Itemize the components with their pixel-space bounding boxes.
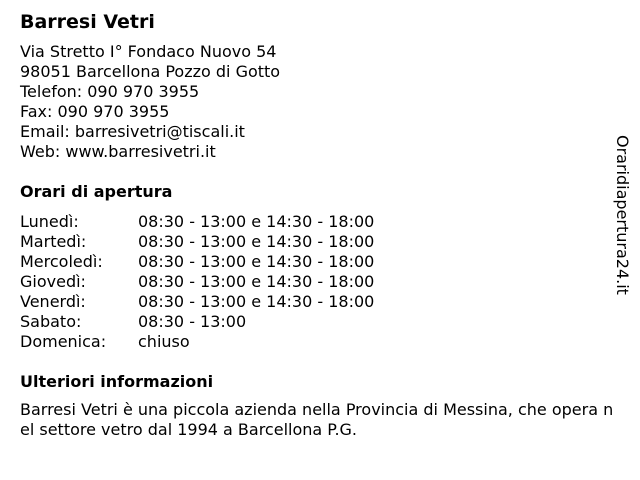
day-label: Sabato: (20, 312, 82, 331)
hours-row-monday (20, 212, 620, 232)
day-label: Martedì: (20, 232, 87, 251)
day-times: 08:30 - 13:00 (138, 312, 247, 331)
opening-hours-heading: Orari di apertura (20, 182, 173, 201)
day-times: 08:30 - 13:00 e 14:30 - 18:00 (138, 232, 375, 251)
address-line-1: Via Stretto I° Fondaco Nuovo 54 (20, 42, 277, 61)
fax-line: Fax: 090 970 3955 (20, 102, 170, 121)
day-label: Lunedì: (20, 212, 79, 231)
hours-row-friday (20, 292, 620, 312)
web-line: Web: www.barresivetri.it (20, 142, 216, 161)
day-times: 08:30 - 13:00 e 14:30 - 18:00 (138, 252, 375, 271)
day-label: Domenica: (20, 332, 107, 351)
business-card (20, 10, 620, 440)
day-times: chiuso (138, 332, 190, 351)
hours-row-sunday (20, 332, 620, 352)
site-watermark: Oraridiapertura24.it (613, 135, 632, 295)
hours-row-thursday (20, 272, 620, 292)
hours-row-tuesday (20, 232, 620, 252)
additional-info-heading: Ulteriori informazioni (20, 372, 214, 391)
day-times: 08:30 - 13:00 e 14:30 - 18:00 (138, 292, 375, 311)
contact-block (20, 42, 620, 162)
hours-row-saturday (20, 312, 620, 332)
business-name: Barresi Vetri (20, 11, 155, 33)
email-line: Email: barresivetri@tiscali.it (20, 122, 245, 141)
day-times: 08:30 - 13:00 e 14:30 - 18:00 (138, 272, 375, 291)
day-label: Venerdì: (20, 292, 86, 311)
address-line-2: 98051 Barcellona Pozzo di Gotto (20, 62, 281, 81)
day-times: 08:30 - 13:00 e 14:30 - 18:00 (138, 212, 375, 231)
phone-line: Telefon: 090 970 3955 (20, 82, 200, 101)
day-label: Giovedì: (20, 272, 86, 291)
day-label: Mercoledì: (20, 252, 103, 271)
opening-hours-table (20, 212, 620, 352)
hours-row-wednesday (20, 252, 620, 272)
additional-info-text: Barresi Vetri è una piccola azienda nella Provincia di Messina, che opera nel settore vetro dal 1994 a Barcellona P.G. (20, 400, 614, 439)
